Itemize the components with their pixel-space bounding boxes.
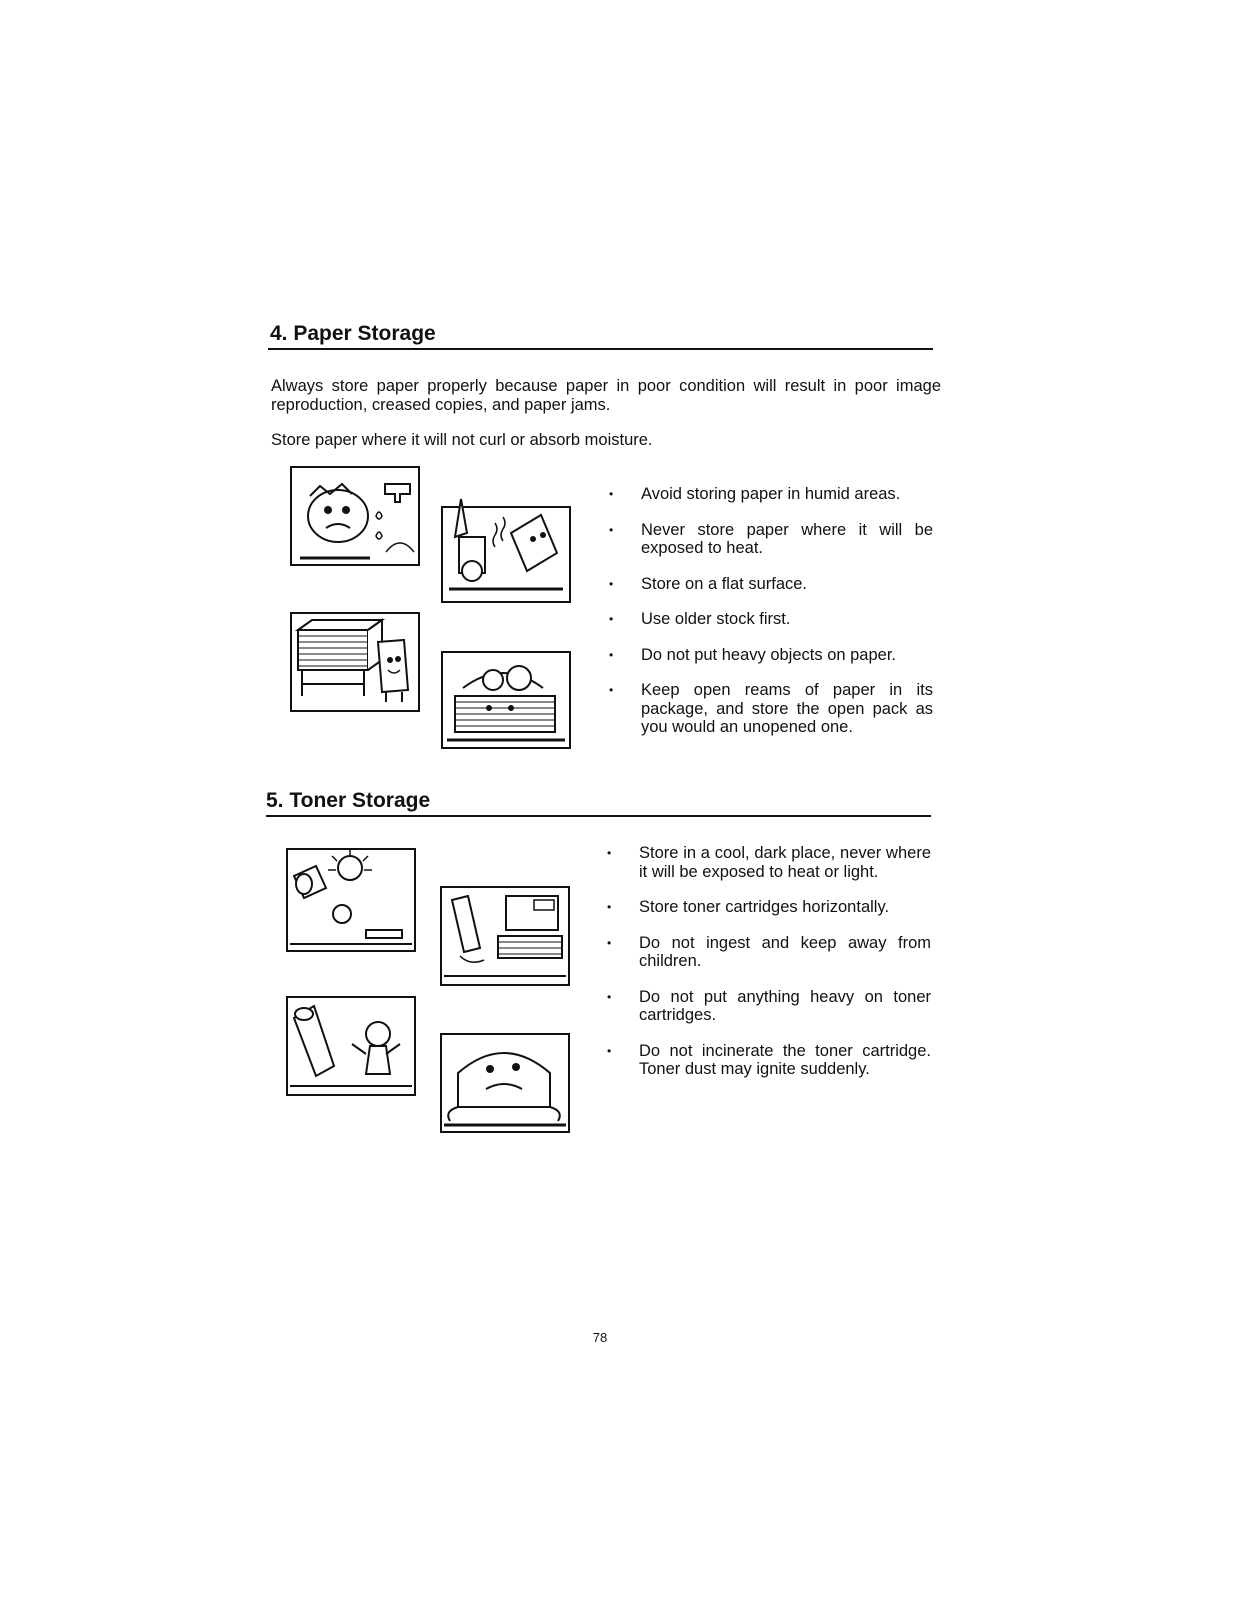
list-item: • Do not put anything heavy on toner cartridges. bbox=[607, 988, 931, 1025]
list-item: • Store in a cool, dark place, never where it will be exposed to heat or light. bbox=[607, 844, 931, 881]
toner-storage-rule bbox=[266, 815, 931, 817]
heated-paper-illustration bbox=[441, 493, 571, 603]
list-item: • Keep open reams of paper in its package, and store the open pack as you would an unopened one. bbox=[609, 681, 933, 737]
sunlight-toner-illustration bbox=[286, 848, 416, 952]
paper-intro-2: Store paper where it will not curl or absorb moisture. bbox=[271, 431, 653, 449]
paper-intro-1: Always store paper properly because paper in poor condition will result in poor image reproduction, creased copies, and paper jams. bbox=[271, 377, 941, 414]
list-item: • Do not put heavy objects on paper. bbox=[609, 646, 933, 665]
children-toner-illustration bbox=[286, 996, 416, 1096]
toner-storage-list bbox=[607, 844, 931, 1079]
list-item: • Never store paper where it will be exposed to heat. bbox=[609, 521, 933, 558]
list-item: • Use older stock first. bbox=[609, 610, 933, 629]
paper-storage-list bbox=[609, 485, 933, 737]
humid-paper-illustration bbox=[290, 466, 420, 566]
list-item: • Do not ingest and keep away from children. bbox=[607, 934, 931, 971]
toner-storage-title: 5. Toner Storage bbox=[266, 789, 431, 812]
page-number: 78 bbox=[592, 1330, 608, 1345]
paper-storage-title: 4. Paper Storage bbox=[270, 322, 436, 345]
paper-storage-rule bbox=[268, 348, 933, 350]
list-item: • Do not incinerate the toner cartridge. Toner dust may ignite suddenly. bbox=[607, 1042, 931, 1079]
list-item: • Avoid storing paper in humid areas. bbox=[609, 485, 933, 504]
heavy-objects-illustration bbox=[441, 648, 571, 750]
heavy-toner-illustration bbox=[440, 1033, 570, 1133]
list-item: • Store toner cartridges horizontally. bbox=[607, 898, 931, 917]
list-item: • Store on a flat surface. bbox=[609, 575, 933, 594]
flat-stack-illustration bbox=[290, 612, 420, 712]
horizontal-toner-illustration bbox=[440, 886, 570, 986]
